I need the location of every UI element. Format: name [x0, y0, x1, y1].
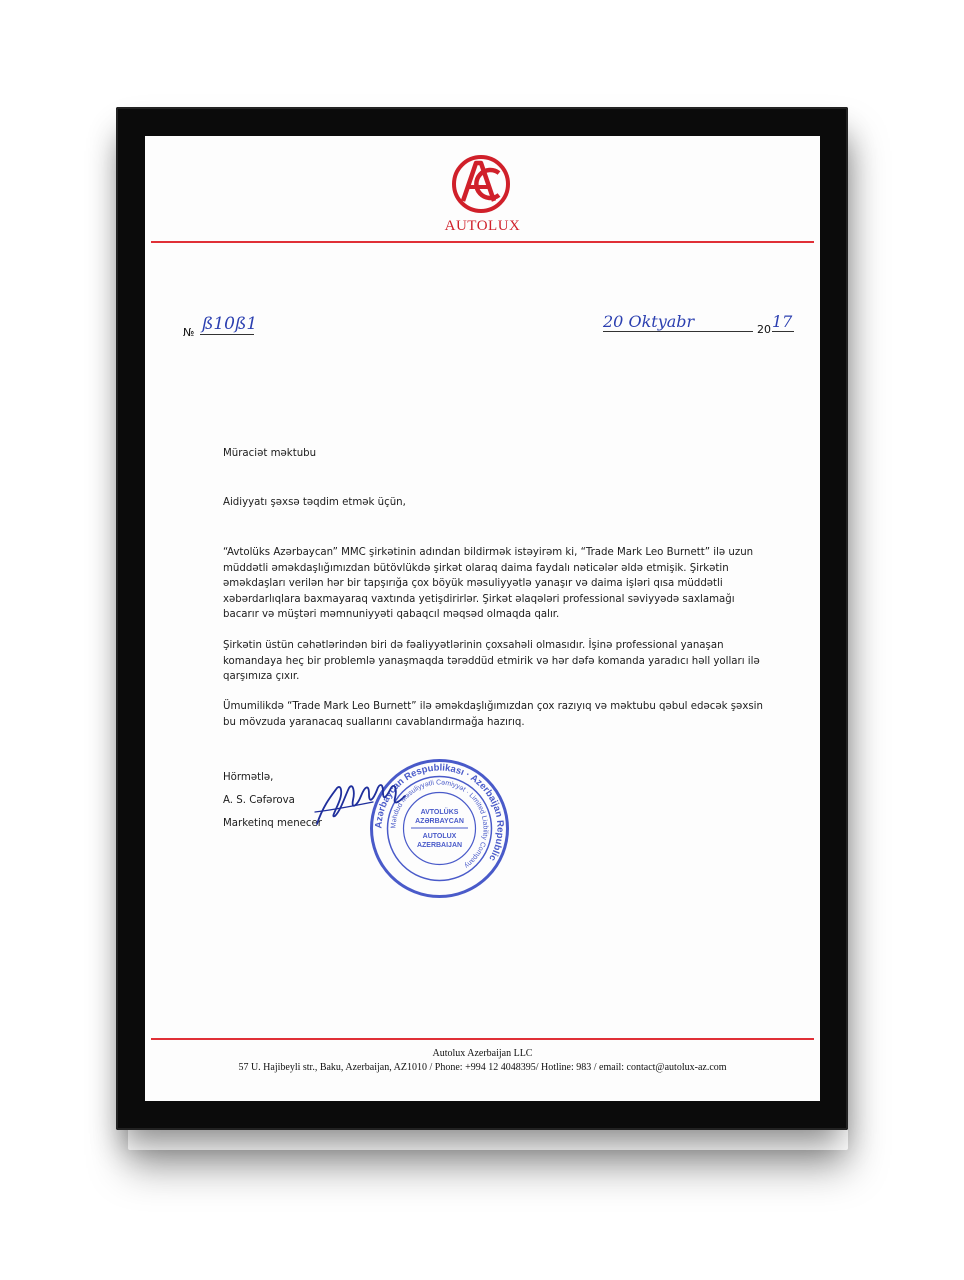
closing-block — [223, 766, 322, 835]
stamp-center-line3: AUTOLUX — [422, 833, 457, 840]
autolux-ac-logo-icon — [450, 153, 512, 215]
reference-number-value: ß10ß1 — [202, 314, 258, 334]
footer-address: 57 U. Hajibeyli str., Baku, Azerbaijan, AZ1010 / Phone: +994 12 4048395/ Hotline: 983 / email: contact@autolux-az.com — [238, 1062, 727, 1073]
signatory-position: Marketinq menecer — [223, 818, 322, 829]
closing-salutation: Hörmətlə, — [223, 772, 274, 783]
signatory-name: A. S. Cəfərova — [223, 795, 295, 806]
footer-divider — [151, 1038, 814, 1040]
stamp-center-line2: AZƏRBAYCAN — [415, 818, 464, 825]
letter-paragraph: Ümumilikdə “Trade Mark Leo Burnett” ilə əməkdaşlığımızdan çox razıyıq və məktubu qəbul edəcək şəxsin bu mövzuda yaranacaq suallarını cavablandırmağa hazırıq. — [223, 701, 763, 728]
letter-paragraph: Şirkətin üstün cəhətlərindən biri də fəaliyyətlərinin çoxsahəli olmasıdır. İşinə professional yanaşan komandaya heç bir problemlə yanaşmaqda tərəddüd etmirik və hər dəfə komanda yaradıcı həll yolları ilə qarşımıza çıxır. — [223, 640, 760, 683]
footer-company-name: Autolux Azerbaijan LLC — [432, 1048, 533, 1059]
stamp-outer-text: Azərbaycan Respublikası · Azerbaijan Republic — [373, 762, 506, 863]
letter-paragraph: “Avtolüks Azərbaycan” MMC şirkətinin adından bildirmək istəyirəm ki, “Trade Mark Leo Burnett” ilə uzun müddətli əməkdaşlığımızdan bütövlükdə şirkət olaraq daima faydalı nəticələr əldə etmişik. Şirkətin əməkdaşları verilən hər bir tapşırığa çox böyük məsuliyyətlə yanaşır və daima işləri qısa müddətli xəbərdarlıqlara baxmayaraq vaxtında yetişdirirlər. Şirkət əlaqələri professional səviyyədə saxlamağı bacarır və müştəri məmnuniyyəti qabaqcıl məqsəd olmaqda qalır. — [223, 547, 754, 621]
stamp-center-line4: AZERBAIJAN — [416, 842, 463, 849]
reference-number-label: № — [183, 326, 195, 339]
handwritten-signature — [313, 766, 413, 836]
letter-greeting: Aidiyyatı şəxsə təqdim etmək üçün, — [223, 497, 406, 508]
header-divider — [151, 241, 814, 243]
brand-name: AUTOLUX — [444, 218, 521, 234]
year-suffix: 17 — [772, 312, 793, 331]
letter-date: 20 Oktyabr — [603, 312, 753, 332]
stamp-center-line1: AVTOLÜKS — [420, 809, 459, 816]
letter-page — [145, 136, 820, 1101]
year-prefix: 20 — [757, 323, 771, 336]
letter-title: Müraciət məktubu — [223, 448, 317, 459]
stamp-inner-text: Məhdud Məsuliyyətli Cəmiyyət · Limited Liability Company — [390, 779, 489, 870]
